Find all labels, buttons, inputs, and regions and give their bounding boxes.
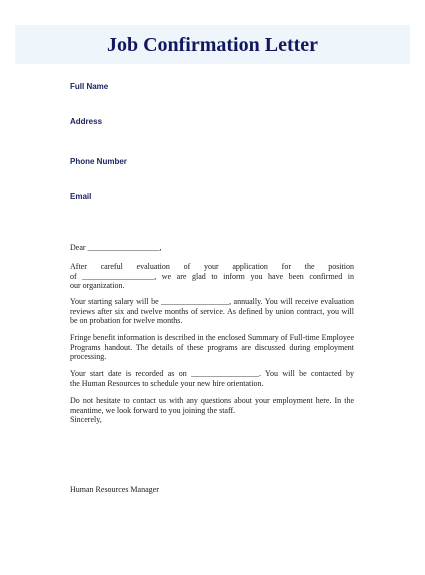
paragraph-3-line: Fringe benefit information is described in the enclosed Summary of Full-time Employee: [70, 333, 354, 342]
paragraph-4-line: Your start date is recorded as on _________________. You will be contacted by: [70, 369, 354, 378]
paragraph-3-line: processing.: [70, 352, 107, 362]
paragraph-1-line: of __________________, we are glad to inform you have been confirmed in: [70, 271, 354, 281]
paragraph-3-line: Programs handout. The details of these programs are discussed during employment: [70, 342, 354, 352]
signature-title: Human Resources Manager: [70, 485, 159, 494]
paragraph-4-line: the Human Resources to schedule your new hire orientation.: [70, 378, 264, 388]
phone-number-label: Phone Number: [70, 157, 127, 166]
email-label: Email: [70, 192, 92, 201]
title-banner: [15, 25, 410, 64]
paragraph-5-line: Do not hesitate to contact us with any questions about your employment here. In the: [70, 396, 354, 405]
salutation: [70, 243, 354, 253]
page-title: Job Confirmation Letter: [106, 34, 319, 56]
paragraph-1: [70, 262, 354, 291]
paragraph-4: [70, 369, 354, 388]
address-label: Address: [70, 117, 103, 126]
paragraph-5-line: meantime, we look forward to you joining the staff.: [70, 405, 236, 415]
paragraph-1-line: After careful evaluation of your application for the position: [70, 262, 354, 271]
salutation-text: Dear __________________,: [70, 243, 162, 252]
signature-block: [70, 485, 354, 495]
full-name-label: Full Name: [70, 82, 109, 91]
paragraph-3: [70, 333, 354, 362]
paragraph-2-line: be on probation for twelve months.: [70, 316, 183, 326]
paragraph-2-line: Your starting salary will be _________________, annually. You will receive evaluation: [70, 297, 354, 306]
paragraph-1-line: our organization.: [70, 281, 125, 291]
paragraph-2: [70, 297, 354, 326]
paragraph-2-line: reviews after six and twelve months of service. As defined by union contract, you will: [70, 306, 354, 316]
paragraph-5: [70, 396, 354, 425]
closing: Sincerely,: [70, 415, 102, 425]
